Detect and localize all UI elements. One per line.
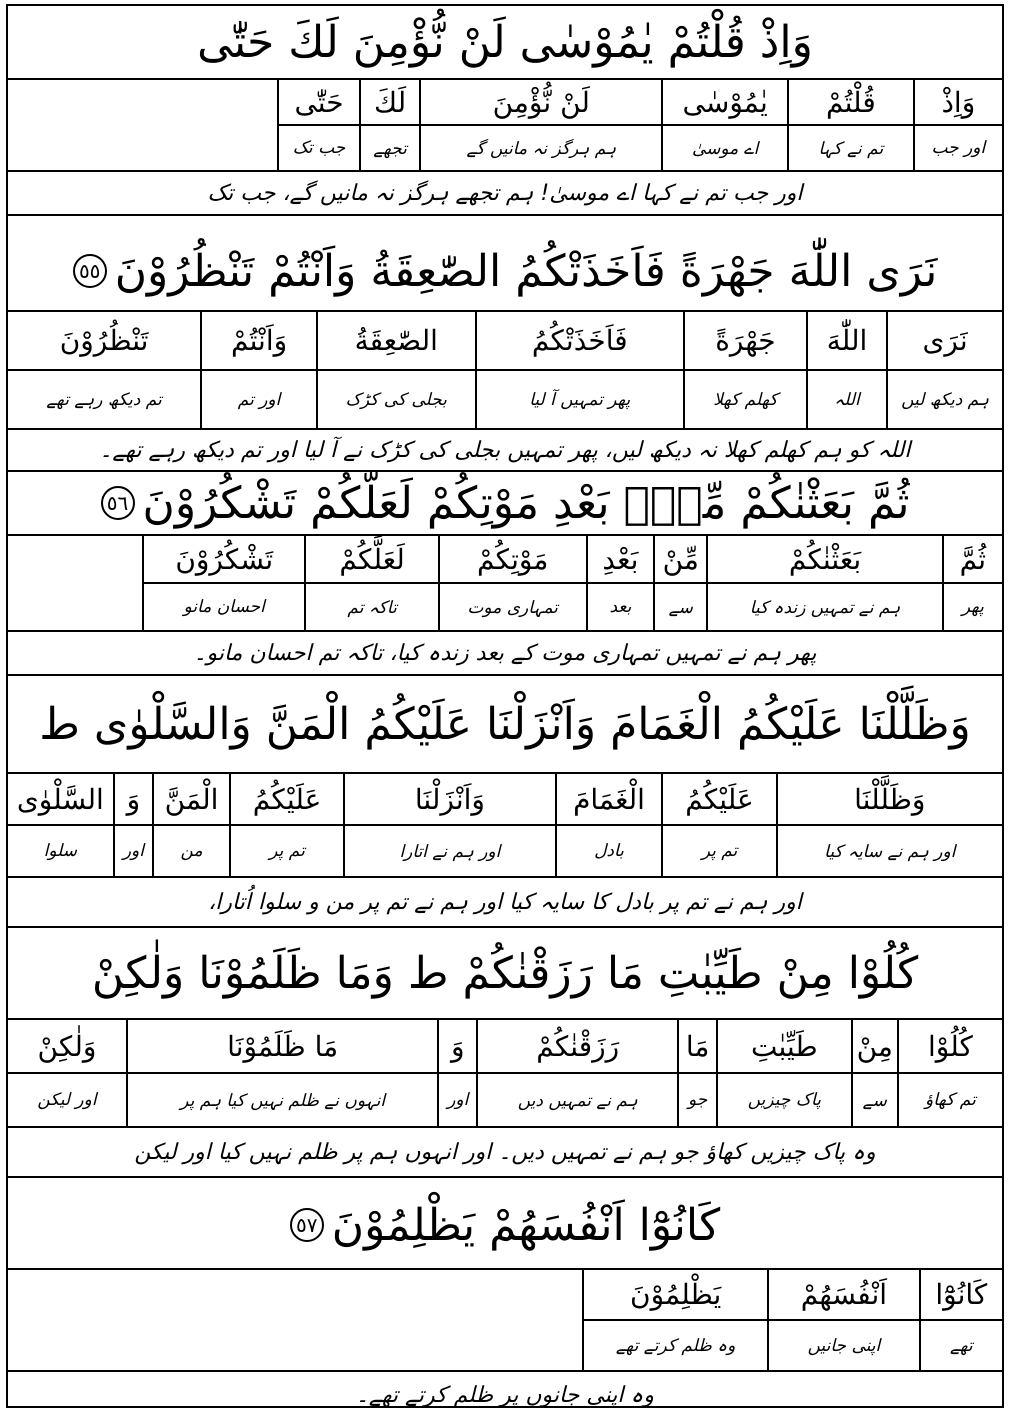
urdu-meaning: تم پر [701,841,738,861]
word-column [706,536,941,630]
urdu-meaning: جو [687,1090,708,1110]
verse-line [8,676,1002,774]
arabic-word: يَظْلِمُوْنَ [584,1270,767,1321]
word-column [716,1020,851,1126]
word-grid [8,1020,1002,1128]
verse-line [8,6,1002,80]
urdu-meaning: اے موسیٰ [691,138,759,159]
arabic-word: كَانُوْٓا [921,1270,1002,1321]
translation-line [8,172,1002,216]
verse-number: ٥٥ [73,254,107,288]
word-column [279,80,359,170]
verse-line [8,472,1002,536]
word-column [343,774,554,876]
arabic-word: اَنْفُسَهُمْ [769,1270,918,1321]
arabic-word: السَّلْوٰى [8,774,113,826]
arabic-word: وَ [439,1020,476,1074]
arabic-word: وَاَنْتُمْ [202,312,316,371]
arabic-word: لَنْ نُّؤْمِنَ [421,80,661,126]
word-column [851,1020,897,1126]
arabic-word: وَ [115,774,152,826]
urdu-meaning: اور جب [931,138,986,158]
translation-text: اور ہم نے تم پر بادل کا سایہ کیا اور ہم نے تم پر من و سلوا اُتارا، [208,889,802,915]
arabic-word: وَاَنْزَلْنَا [345,774,554,826]
word-column [767,1270,918,1370]
translation-text: اللہ کو ہم کھلم کھلا نہ دیکھ لیں، پھر تمہیں بجلی کی کڑک نے آ لیا اور تم دیکھ رہے تھے۔ [99,437,911,463]
verse-text: كُلُوْا مِنْ طَيِّبٰتِ مَا رَزَقْنٰكُمْ ط وَمَا ظَلَمُوْنَا وَلٰكِنْ [91,947,919,999]
word-grid [8,774,1002,878]
urdu-meaning: وہ ظلم کرتے تھے [615,1336,736,1356]
urdu-meaning: اور [447,1090,469,1110]
urdu-meaning: پاک چیزیں [747,1090,821,1110]
word-column [8,774,113,876]
word-column [304,536,437,630]
word-column [913,80,1002,170]
urdu-meaning: پھر [961,597,984,617]
word-column [475,312,683,428]
arabic-word: تَنْظُرُوْنَ [8,312,200,371]
word-column [787,80,913,170]
verse-text: وَاِذْ قُلْتُمْ يٰمُوْسٰى لَنْ نُّؤْمِنَ لَكَ حَتّٰى [197,16,813,68]
translation-line [8,878,1002,928]
urdu-meaning: تمہاری موت [467,597,558,618]
translation-line [8,632,1002,676]
urdu-meaning: اور [122,841,144,861]
verse-line [8,928,1002,1020]
word-column [942,536,1002,630]
arabic-word: اللّٰهَ [808,312,886,371]
urdu-meaning: من [180,841,203,861]
arabic-word: فَاَخَذَتْكُمُ [477,312,683,371]
arabic-word: مَوْتِكُمْ [440,536,586,584]
translation-text: وہ پاک چیزیں کھاؤ جو ہم نے تمہیں دیں۔ اور انہوں ہم پر ظلم نہیں کیا اور لیکن [134,1139,876,1165]
urdu-meaning: تم نے کہا [818,138,884,159]
arabic-word: لَكَ [361,80,419,126]
arabic-word: قُلْتُمْ [789,80,913,126]
arabic-word: الْمَنَّ [154,774,229,826]
urdu-meaning: اللہ [834,390,860,410]
word-column [126,1020,437,1126]
urdu-meaning: بجلی کی کڑک [345,389,447,410]
word-column [229,774,343,876]
urdu-meaning: انہوں نے ظلم نہیں کیا ہم پر [180,1090,386,1111]
arabic-word: وَاِذْ [915,80,1002,126]
arabic-word: جَهْرَةً [685,312,806,371]
arabic-word: مَا [679,1020,716,1074]
translation-text: پھر ہم نے تمہیں تمہاری موت کے بعد زندہ کیا، تاکہ تم احسان مانو۔ [193,640,817,666]
urdu-meaning: ہم نے تمہیں زندہ کیا [749,597,901,618]
verse-text: كَانُوْٓا اَنْفُسَهُمْ يَظْلِمُوْنَ [331,1199,721,1251]
urdu-meaning: تم پر [269,841,305,861]
word-column [555,774,662,876]
word-column [437,1020,476,1126]
word-column [113,774,152,876]
urdu-meaning: پھر تمہیں آ لیا [529,390,631,410]
word-column [200,312,316,428]
urdu-meaning: سے [668,597,693,618]
word-column [586,536,654,630]
verse-line [8,1182,1002,1270]
word-column [661,774,775,876]
word-column [359,80,419,170]
urdu-meaning: اپنی جانیں [807,1335,881,1356]
urdu-meaning: ہم دیکھ لیں [901,390,989,410]
urdu-meaning: جب تک [292,138,346,158]
verse-number: ٥٧ [290,1208,324,1242]
word-column [677,1020,716,1126]
urdu-meaning: تم کھاؤ [925,1090,976,1110]
word-grid [8,536,1002,632]
verse-number: ٥٦ [101,486,135,520]
urdu-meaning: اور لیکن [37,1090,97,1110]
arabic-word: وَلٰكِنْ [8,1020,126,1074]
word-grid [8,80,1002,172]
word-column [886,312,1002,428]
word-column [316,312,475,428]
arabic-word: ثُمَّ [944,536,1002,584]
arabic-word: كُلُوْا [899,1020,1002,1074]
urdu-meaning: اور ہم نے اتارا [399,841,501,862]
verse-text: نَرَى اللّٰهَ جَهْرَةً فَاَخَذَتْكُمُ الصّٰعِقَةُ وَاَنْتُمْ تَنْظُرُوْنَ [114,245,938,297]
arabic-word: لَعَلَّكُمْ [306,536,437,584]
word-column [438,536,586,630]
word-column [476,1020,677,1126]
urdu-meaning: ہم نے تمہیں دیں [517,1090,638,1111]
urdu-meaning: تجھے [373,138,407,159]
word-column [584,1270,767,1370]
word-column [144,536,304,630]
arabic-word: الصّٰعِقَةُ [318,312,475,371]
word-column [897,1020,1002,1126]
word-column [419,80,661,170]
arabic-word: الْغَمَامَ [557,774,662,826]
word-column [8,312,200,428]
arabic-word: مِنْ [853,1020,897,1074]
arabic-word: وَظَلَّلْنَا [778,774,1002,826]
urdu-meaning: اور ہم نے سایہ کیا [824,841,956,862]
verse-text: وَظَلَّلْنَا عَلَيْكُمُ الْغَمَامَ وَاَنْزَلْنَا عَلَيْكُمُ الْمَنَّ وَالسَّلْوٰى ط [39,698,971,750]
urdu-meaning: سلوا [43,841,78,861]
word-column [152,774,229,876]
arabic-word: حَتّٰى [279,80,359,126]
urdu-meaning: بعد [609,597,632,617]
urdu-meaning: احسان مانو [183,597,265,617]
urdu-meaning: کھلم کھلا [713,389,778,410]
word-column [683,312,806,428]
word-grid [8,312,1002,430]
translation-text: وہ اپنی جانوں پر ظلم کرتے تھے۔ [356,1382,654,1408]
arabic-word: تَشْكُرُوْنَ [144,536,304,584]
urdu-meaning: سے [862,1090,887,1111]
word-grid [8,1270,1002,1372]
urdu-meaning: تم دیکھ رہے تھے [46,390,162,410]
arabic-word: بَعَثْنٰكُمْ [708,536,941,584]
urdu-meaning: اور تم [237,389,281,410]
arabic-word: مِّنْ [655,536,706,584]
urdu-meaning: بادل [594,841,624,861]
translation-line [8,1372,1002,1418]
urdu-meaning: تھے [950,1336,973,1356]
arabic-word: رَزَقْنٰكُمْ [478,1020,677,1074]
word-column [776,774,1002,876]
word-column [661,80,787,170]
urdu-meaning: ہم ہرگز نہ مانیں گے [466,138,617,159]
translation-text: اور جب تم نے کہا اے موسیٰ! ہم تجھے ہرگز نہ مانیں گے، جب تک [207,180,803,206]
arabic-word: طَيِّبٰتِ [718,1020,851,1074]
arabic-word: عَلَيْكُمُ [231,774,343,826]
verse-line [8,232,1002,312]
arabic-word: نَرَى [888,312,1002,371]
translation-line [8,1128,1002,1178]
urdu-meaning: تاکہ تم [347,597,397,618]
arabic-word: بَعْدِ [588,536,654,584]
page [6,4,1004,1408]
word-column [653,536,706,630]
arabic-word: مَا ظَلَمُوْنَا [128,1020,437,1074]
arabic-word: يٰمُوْسٰى [663,80,787,126]
arabic-word: عَلَيْكُمُ [663,774,775,826]
verse-text: ثُمَّ بَعَثْنٰكُمْ مِّنْۢ بَعْدِ مَوْتِكُمْ لَعَلَّكُمْ تَشْكُرُوْنَ [142,477,910,529]
word-column [919,1270,1002,1370]
word-column [8,1020,126,1126]
word-column [806,312,886,428]
translation-line [8,430,1002,472]
